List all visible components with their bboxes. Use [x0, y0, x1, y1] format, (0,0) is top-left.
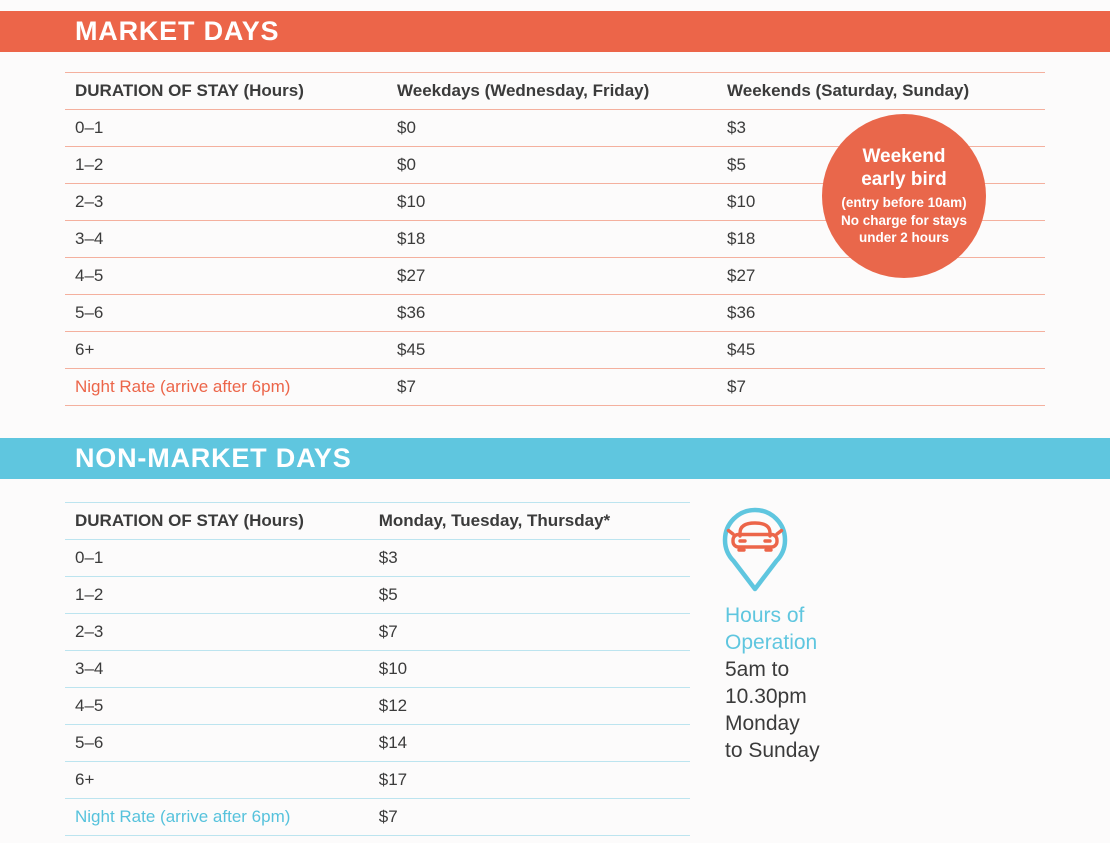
- non-market-days-title: NON-MARKET DAYS: [75, 443, 352, 473]
- badge-title-line1: Weekend: [862, 146, 946, 168]
- table-row: [65, 369, 1045, 406]
- column-header-duration: DURATION OF STAY (Hours): [75, 511, 304, 530]
- rate-cell: $10: [397, 192, 426, 211]
- duration-cell: 0–1: [75, 548, 104, 567]
- column-header-weekdays: Weekdays (Wednesday, Friday): [397, 81, 650, 100]
- rate-cell: $5: [378, 585, 398, 604]
- duration-cell: 2–3: [75, 622, 104, 641]
- duration-cell: 4–5: [75, 696, 104, 715]
- duration-cell: 1–2: [75, 155, 104, 174]
- badge-detail-line2: No charge for stays: [840, 212, 968, 228]
- column-header-duration: DURATION OF STAY (Hours): [75, 81, 304, 100]
- rate-cell: $3: [727, 118, 746, 137]
- badge-detail-line3: under 2 hours: [858, 230, 949, 246]
- duration-cell: 3–4: [75, 229, 104, 248]
- table-row: [65, 688, 690, 725]
- rate-cell: $18: [397, 229, 426, 248]
- duration-cell: 5–6: [75, 733, 104, 752]
- hours-of-operation-block: [714, 506, 894, 764]
- hours-line: to Sunday: [725, 739, 820, 762]
- hours-line: 10.30pm: [725, 685, 807, 708]
- rate-cell: $17: [378, 770, 408, 789]
- rate-cell: $5: [727, 155, 746, 174]
- rate-cell: $10: [378, 659, 408, 678]
- rate-cell: $7: [727, 377, 746, 396]
- duration-cell: 6+: [75, 340, 95, 359]
- non-market-table-header-row: [65, 502, 690, 540]
- rate-cell: $45: [397, 340, 426, 359]
- car-location-pin-icon: [716, 506, 794, 594]
- rate-cell: $36: [727, 303, 756, 322]
- column-header-weekends: Weekends (Saturday, Sunday): [727, 81, 970, 100]
- table-row: [65, 762, 690, 799]
- hours-title-line2: Operation: [725, 631, 818, 654]
- non-market-days-table: [65, 502, 690, 836]
- table-row: [65, 577, 690, 614]
- weekend-early-bird-badge: [822, 114, 986, 278]
- duration-cell: 5–6: [75, 303, 104, 322]
- hours-line: 5am to: [725, 658, 790, 681]
- non-market-days-header-band: [0, 438, 1110, 479]
- badge-title-line2: early bird: [861, 169, 947, 191]
- rate-cell: $14: [378, 733, 408, 752]
- table-row: [65, 295, 1045, 332]
- badge-detail-line1: (entry before 10am): [841, 195, 967, 211]
- table-row: [65, 540, 690, 577]
- table-row: [65, 799, 690, 836]
- rate-cell: $7: [378, 622, 398, 641]
- rate-cell: $12: [378, 696, 408, 715]
- rate-cell: $36: [397, 303, 426, 322]
- duration-cell: 1–2: [75, 585, 104, 604]
- table-row: [65, 332, 1045, 369]
- duration-cell: Night Rate (arrive after 6pm): [75, 807, 291, 826]
- rate-cell: $3: [378, 548, 398, 567]
- rate-cell: $7: [378, 807, 398, 826]
- rate-cell: $0: [397, 118, 416, 137]
- hours-line: Monday: [725, 712, 800, 735]
- table-row: [65, 614, 690, 651]
- market-table-header-row: [65, 72, 1045, 110]
- duration-cell: 6+: [75, 770, 95, 789]
- hours-of-operation-times: [725, 656, 894, 764]
- table-row: [65, 725, 690, 762]
- table-row: [65, 651, 690, 688]
- column-header-weekdays: Monday, Tuesday, Thursday*: [378, 511, 611, 530]
- market-days-header-band: [0, 11, 1110, 52]
- market-days-title: MARKET DAYS: [75, 16, 280, 46]
- rate-cell: $45: [727, 340, 756, 359]
- hours-of-operation-title: [725, 602, 894, 656]
- rate-cell: $0: [397, 155, 416, 174]
- duration-cell: Night Rate (arrive after 6pm): [75, 377, 291, 396]
- rate-cell: $7: [397, 377, 416, 396]
- duration-cell: 0–1: [75, 118, 104, 137]
- rate-cell: $10: [727, 192, 756, 211]
- duration-cell: 4–5: [75, 266, 104, 285]
- rate-cell: $18: [727, 229, 756, 248]
- rate-cell: $27: [727, 266, 756, 285]
- hours-title-line1: Hours of: [725, 604, 805, 627]
- duration-cell: 3–4: [75, 659, 104, 678]
- rate-cell: $27: [397, 266, 426, 285]
- duration-cell: 2–3: [75, 192, 104, 211]
